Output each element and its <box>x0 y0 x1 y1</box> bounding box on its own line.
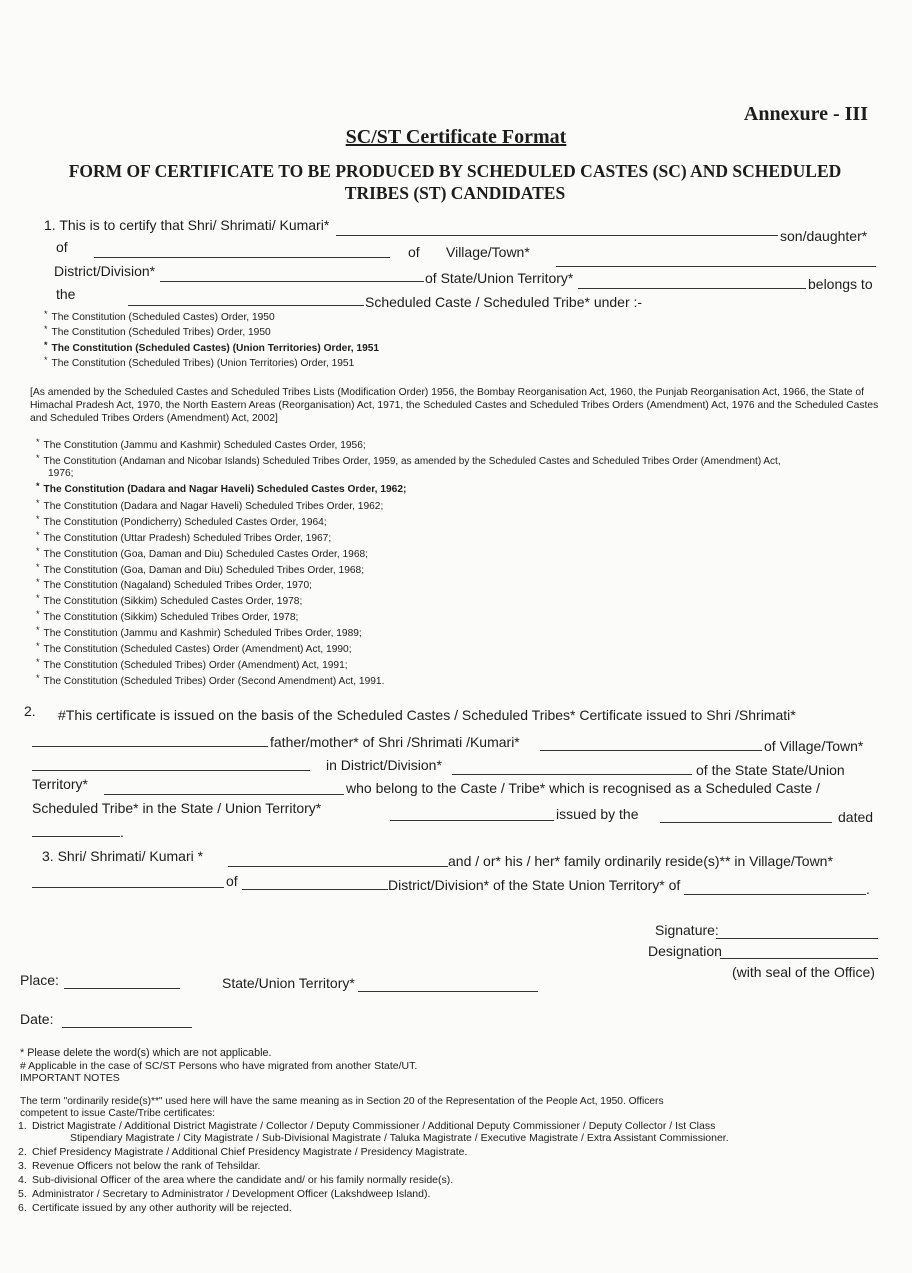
in-district-label: in District/Division* <box>326 757 442 773</box>
note-item: 6. Certificate issued by any other authority will be rejected. <box>18 1202 292 1214</box>
note-item: 3. Revenue Officers not below the rank of Tehsildar. <box>18 1160 261 1172</box>
district-line-3[interactable] <box>242 889 388 890</box>
sc-st-under-label: Scheduled Caste / Scheduled Tribe* under :- <box>365 294 643 310</box>
amended-text: [As amended by the Scheduled Castes and Scheduled Tribes Lists (Modification Order) 1956, the Bombay Reorganisation Act, 1960, the Punjab Reorganisation Act, 1966, the State of Himachal Pradesh Act, 1970, the North Eastern Areas (Reorganisation) Act, 1971, the Scheduled Castes and Scheduled Tribes Orders (Amendment) Act, 1976 and the Scheduled Castes and Scheduled Tribes Orders (Amendment) Act, 2002] <box>30 387 879 424</box>
order-item: * The Constitution (Scheduled Castes) Order (Amendment) Act, 1990; <box>36 641 352 655</box>
order-item: * The Constitution (Scheduled Tribes) Order (Amendment) Act, 1991; <box>36 657 348 671</box>
and-or-label: and / or* his / her* family ordinarily reside(s)** in Village/Town* <box>448 853 833 869</box>
order-item: * The Constitution (Scheduled Castes) (Union Territories) Order, 1951 <box>44 340 380 354</box>
father-mother-label: father/mother* of Shri /Shrimati /Kumari* <box>270 734 520 750</box>
order-item: * The Constitution (Andaman and Nicobar Islands) Scheduled Tribes Order, 1959, as amended by the Scheduled Castes and Scheduled Tribes Order (Amendment) Act, <box>36 453 781 467</box>
signature-label: Signature: <box>655 922 719 938</box>
order-item: * The Constitution (Scheduled Castes) Order, 1950 <box>44 309 275 323</box>
order-item: * The Constitution (Scheduled Tribes) Order, 1950 <box>44 324 271 338</box>
date-line[interactable] <box>32 836 120 837</box>
district-state-label: District/Division* of the State Union Territory* of <box>388 877 681 893</box>
para1-line1-prefix: 1. This is to certify that Shri/ Shrimati/ Kumari* <box>44 217 330 233</box>
state-line[interactable] <box>578 288 806 289</box>
of-label-3: of <box>226 873 238 889</box>
para3-prefix: 3. Shri/ Shrimati/ Kumari * <box>42 848 204 864</box>
signature-line[interactable] <box>716 938 878 939</box>
state-line-3[interactable] <box>684 894 866 895</box>
note-item: 2. Chief Presidency Magistrate / Additional Chief Presidency Magistrate / Presidency Magistrate. <box>18 1146 468 1158</box>
of-village-label: of Village/Town* <box>764 738 864 754</box>
territory-line[interactable] <box>104 794 344 795</box>
authority-line[interactable] <box>660 822 832 823</box>
name-line[interactable] <box>336 235 778 236</box>
order-item: * The Constitution (Jammu and Kashmir) Scheduled Tribes Order, 1989; <box>36 625 362 639</box>
the-label: the <box>56 286 76 302</box>
state-line-2[interactable] <box>390 820 554 821</box>
order-item: * The Constitution (Dadara and Nagar Haveli) Scheduled Castes Order, 1962; <box>36 481 407 495</box>
order-item: * The Constitution (Goa, Daman and Diu) Scheduled Tribes Order, 1968; <box>36 562 365 576</box>
important-notes-heading: IMPORTANT NOTES <box>20 1072 120 1084</box>
place-label: Place: <box>20 972 59 988</box>
village-line-2[interactable] <box>32 770 310 771</box>
applicable-note: # Applicable in the case of SC/ST Persons who have migrated from another State/UT. <box>20 1060 418 1072</box>
father-name-line[interactable] <box>540 750 762 751</box>
state-label: of State/Union Territory* <box>425 270 574 286</box>
order-item: * The Constitution (Dadara and Nagar Haveli) Scheduled Tribes Order, 1962; <box>36 498 384 512</box>
order-item: * The Constitution (Pondicherry) Scheduled Castes Order, 1964; <box>36 514 327 528</box>
village-line[interactable] <box>556 266 876 267</box>
document-subtitle: FORM OF CERTIFICATE TO BE PRODUCED BY SCHEDULED CASTES (SC) AND SCHEDULED TRIBES (ST) CANDIDATES <box>68 161 842 203</box>
annexure-label: Annexure - III <box>743 103 868 125</box>
order-item: * The Constitution (Sikkim) Scheduled Castes Order, 1978; <box>36 593 303 607</box>
order-item: * The Constitution (Scheduled Tribes) Order (Second Amendment) Act, 1991. <box>36 673 385 687</box>
delete-note: * Please delete the word(s) which are not applicable. <box>20 1047 272 1059</box>
designation-label: Designation <box>648 943 722 959</box>
district-line[interactable] <box>160 281 424 282</box>
period: . <box>120 824 124 840</box>
state-ut-line[interactable] <box>358 991 538 992</box>
term-note-line2: competent to issue Caste/Tribe certificates: <box>20 1108 215 1119</box>
of-label-2: of <box>408 244 420 260</box>
son-daughter-label: son/daughter* <box>780 228 868 244</box>
who-belong-label: who belong to the Caste / Tribe* which is recognised as a Scheduled Caste / <box>346 780 820 796</box>
state-ut-label: State/Union Territory* <box>222 975 355 991</box>
place-line[interactable] <box>64 988 180 989</box>
caste-line[interactable] <box>128 305 364 306</box>
seal-label: (with seal of the Office) <box>732 964 875 980</box>
territory-label: Territory* <box>32 776 89 792</box>
state-union-label: of the State State/Union <box>696 762 845 778</box>
parent-name-line[interactable] <box>94 257 390 258</box>
order-item: * The Constitution (Scheduled Tribes) (Union Territories) Order, 1951 <box>44 355 355 369</box>
district-line-2[interactable] <box>452 774 692 775</box>
resident-name-line[interactable] <box>228 866 448 867</box>
applicant-line[interactable] <box>32 746 268 747</box>
order-item: * The Constitution (Nagaland) Scheduled Tribes Order, 1970; <box>36 577 312 591</box>
designation-line[interactable] <box>720 958 878 959</box>
term-note-line1: The term "ordinarily reside(s)**" used here will have the same meaning as in Section 20 of the Representation of the People Act, 1950. Officers <box>20 1096 664 1107</box>
district-label: District/Division* <box>54 263 156 279</box>
sched-tribe-label: Scheduled Tribe* in the State / Union Territory* <box>32 800 322 816</box>
belongs-to-label: belongs to <box>808 276 873 292</box>
date-field-line[interactable] <box>62 1027 192 1028</box>
para2-line1: #This certificate is issued on the basis of the Scheduled Castes / Scheduled Tribes* Certificate issued to Shri /Shrimati* <box>58 707 796 723</box>
dated-label: dated <box>838 809 874 825</box>
order-item: * The Constitution (Jammu and Kashmir) Scheduled Castes Order, 1956; <box>36 437 366 451</box>
issued-by-label: issued by the <box>556 806 639 822</box>
note-item: 5. Administrator / Secretary to Administrator / Development Officer (Lakshdweep Island). <box>18 1188 431 1200</box>
order-item-continued: 1976; <box>48 468 74 479</box>
para2-number: 2. <box>24 703 36 719</box>
order-item: * The Constitution (Goa, Daman and Diu) Scheduled Castes Order, 1968; <box>36 546 368 560</box>
note-item: 1. District Magistrate / Additional District Magistrate / Collector / Deputy Commissioner / Additional Deputy Commissioner / Deputy Collector / Ist Class <box>18 1120 716 1132</box>
village-label: Village/Town* <box>446 244 530 260</box>
order-item: * The Constitution (Sikkim) Scheduled Tribes Order, 1978; <box>36 609 299 623</box>
note-item-continued: Stipendiary Magistrate / City Magistrate / Sub-Divisional Magistrate / Taluka Magistrate / Executive Magistrate / Extra Assistant Commissioner. <box>70 1132 729 1144</box>
village-line-3[interactable] <box>32 887 224 888</box>
order-item: * The Constitution (Uttar Pradesh) Scheduled Tribes Order, 1967; <box>36 530 332 544</box>
of-label: of <box>56 239 68 255</box>
note-item: 4. Sub-divisional Officer of the area where the candidate and/ or his family normally reside(s). <box>18 1174 454 1186</box>
document-title: SC/ST Certificate Format <box>345 126 567 148</box>
period-3: . <box>866 881 870 897</box>
date-label: Date: <box>20 1011 54 1027</box>
